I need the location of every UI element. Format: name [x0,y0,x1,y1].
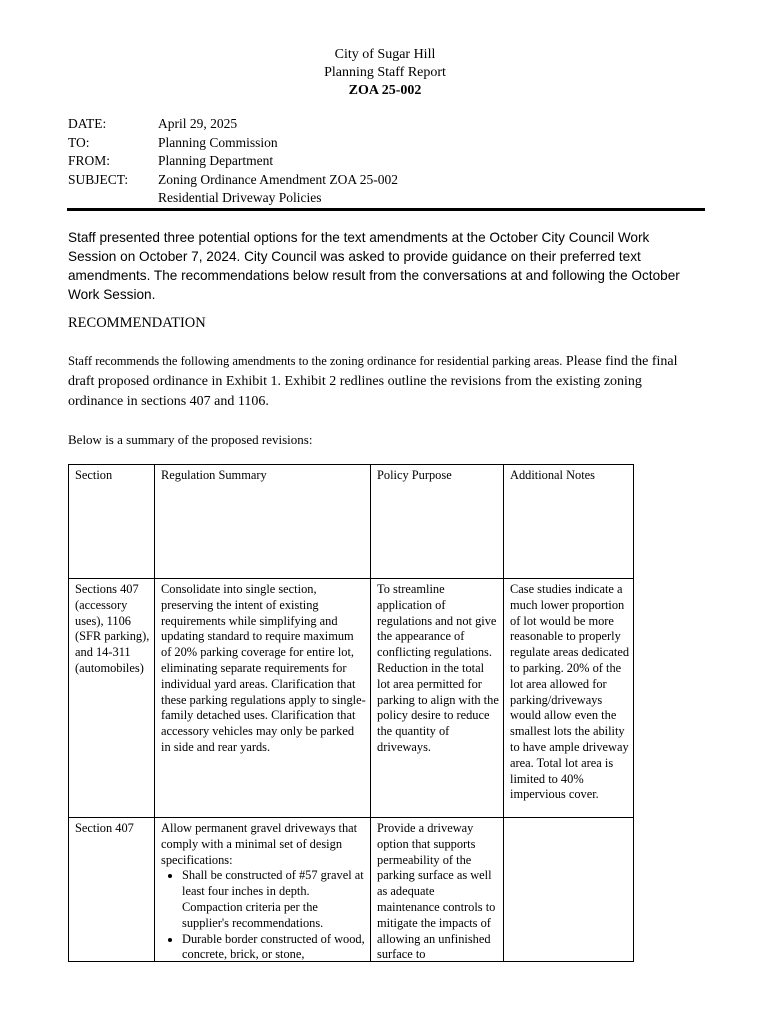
row1-notes: Case studies indicate a much lower proportion of lot would be more reasonable to properly regulate areas dedicated to parking. 20% of the lot area allowed for parking/driveways would allow even the smallest lots the ability to have ample driveway area. Total lot area is limited to 40% impervious cover. [504,579,634,818]
recommendation-text-2: Please find the final draft proposed ordinance in Exhibit 1. Exhibit 2 redlines outline the revisions from the existing zoning ordinance in sections 407 and 1106. [68,354,678,409]
row1-section: Sections 407 (accessory uses), 1106 (SFR parking), and 14-311 (automobiles) [69,579,155,818]
subject-row-2 [68,189,398,208]
report-number: ZOA 25-002 [348,83,422,98]
from-label: FROM: [68,153,111,168]
to-label: TO: [68,134,90,150]
recommendation-text-1: Staff recommends the following amendments to the zoning ordinance for residential parking areas. [68,354,563,368]
row2-bullet-2: • Durable border constructed of wood, concrete, brick, or stone, [182,932,366,961]
row2-summary-intro: Allow permanent gravel driveways that comply with a minimal set of design specifications: [161,821,358,867]
subject-value: Zoning Ordinance Amendment ZOA 25-002 [158,171,398,187]
subject-row [68,171,398,190]
date-value: April 29, 2025 [158,116,238,131]
from-value: Planning Department [158,153,274,168]
header-section: Section [69,465,155,579]
row2-bullet-list [161,868,366,961]
city-name: City of Sugar Hill [334,47,436,62]
recommendation-paragraph [68,351,698,412]
table-row [69,818,634,962]
header-policy-purpose: Policy Purpose [371,465,504,579]
date-row [68,115,398,134]
row2-notes [510,821,629,961]
table-row [69,579,634,818]
row2-section: Section 407 [75,821,134,835]
header-additional-notes: Additional Notes [504,465,634,579]
header-divider [67,208,705,211]
table-header-row [69,465,634,579]
recommendation-heading: RECOMMENDATION [68,315,206,331]
revisions-table [68,464,634,962]
row2-summary [161,821,366,961]
to-row [68,134,398,153]
row1-summary: Consolidate into single section, preserving the intent of existing requirements while simplifying and updating standard to require maximum of 20% parking coverage for entire lot, eliminating separate requirements for individual yard areas. Clarification that these parking regulations apply to single-family detached uses. Clarification that accessory vehicles may only be parked in side and rear yards. [155,579,371,818]
row2-purpose: Provide a driveway option that supports permeability of the parking surface as well as adequate maintenance controls to mitigate the impacts of allowing an unfinished surface to [377,821,496,961]
row2-bullet-1: • Shall be constructed of #57 gravel at least four inches in depth. Compaction criteria per the supplier's recommendations. [182,868,366,931]
report-type: Planning Staff Report [324,65,446,80]
subject-value-2: Residential Driveway Policies [158,190,322,205]
row1-purpose: To streamline application of regulations and not give the appearance of conflicting regulations. Reduction in the total lot area permitted for parking to align with the policy desire to reduce the quantity of driveways. [371,579,504,818]
to-value: Planning Commission [158,134,278,150]
from-row [68,152,398,171]
header-regulation-summary: Regulation Summary [155,465,371,579]
intro-paragraph: Staff presented three potential options for the text amendments at the October City Council Work Session on October 7, 2024. City Council was asked to provide guidance on their preferred text amendments. The recommendations below result from the conversations at and following the October Work Session. [68,230,680,302]
date-label: DATE: [68,116,107,131]
summary-intro: Below is a summary of the proposed revisions: [68,432,313,447]
memo-header [68,115,398,208]
subject-label: SUBJECT: [68,171,129,187]
